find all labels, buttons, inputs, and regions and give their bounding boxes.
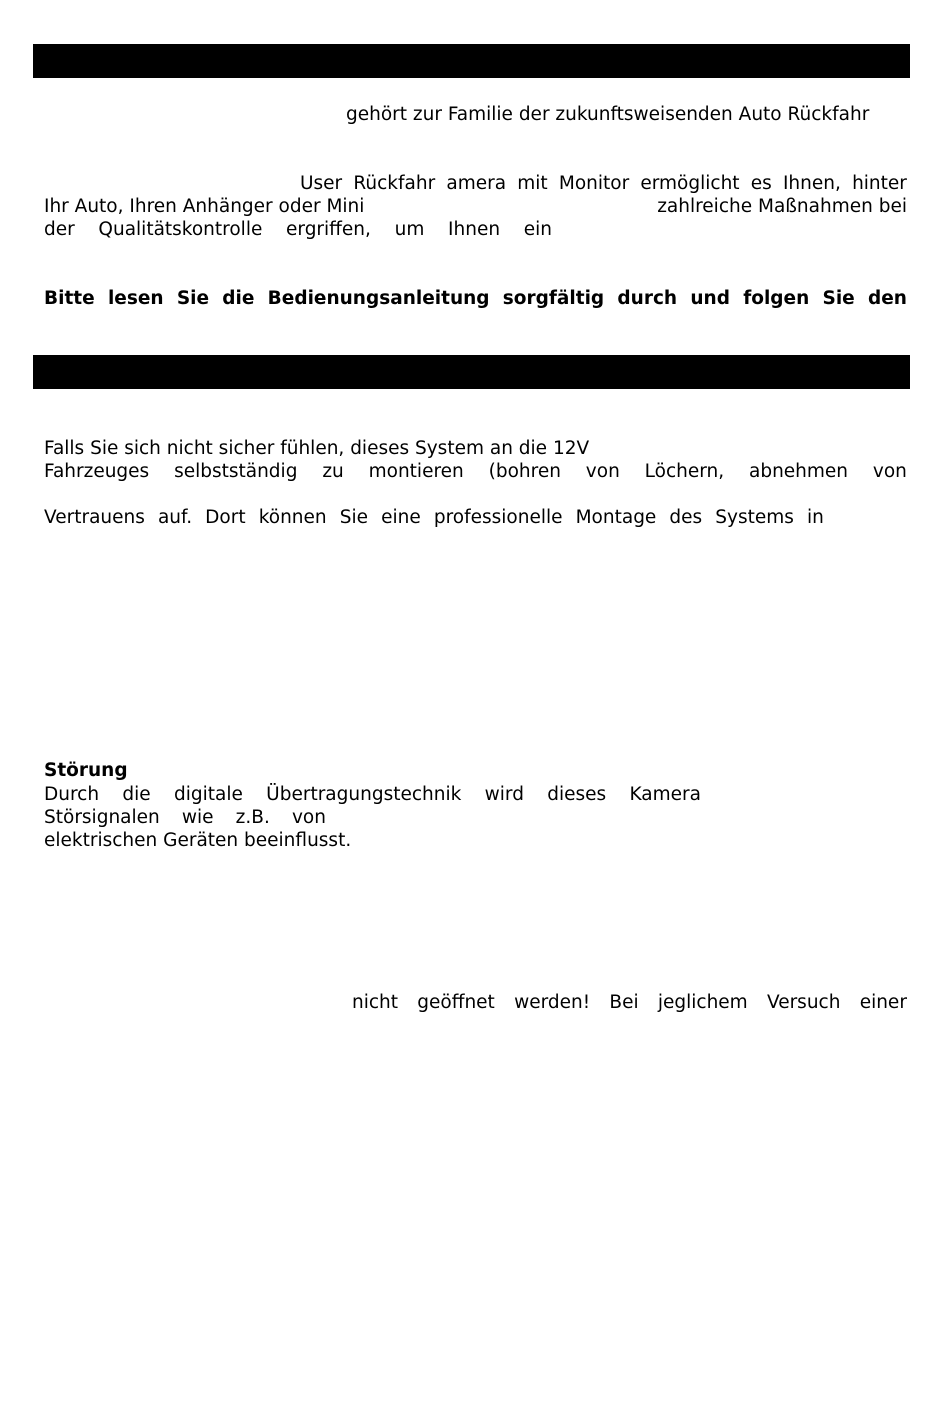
word: ein bbox=[523, 219, 552, 240]
word: um bbox=[394, 219, 425, 240]
paragraph-2-line-3 bbox=[44, 218, 552, 241]
word: zu bbox=[322, 461, 344, 482]
word: wird bbox=[484, 784, 524, 805]
bold-instruction-line bbox=[44, 287, 907, 310]
word: Dort bbox=[205, 507, 246, 528]
section-header-bar-1 bbox=[33, 44, 910, 78]
word: Sie bbox=[822, 288, 855, 309]
word: auf. bbox=[157, 507, 193, 528]
word: Übertragungstechnik bbox=[266, 784, 462, 805]
word: den bbox=[867, 288, 907, 309]
word: amera bbox=[446, 173, 507, 194]
word: der bbox=[44, 219, 75, 240]
word: es bbox=[750, 173, 772, 194]
paragraph-2-line-2-left: Ihr Auto, Ihren Anhänger oder Mini bbox=[44, 196, 365, 217]
stoerung-line-3: elektrischen Geräten beeinflusst. bbox=[44, 830, 352, 851]
install-line-1: Falls Sie sich nicht sicher fühlen, dieses System an die 12V bbox=[44, 438, 590, 459]
word: Bei bbox=[609, 992, 639, 1013]
word: Systems bbox=[715, 507, 794, 528]
word: digitale bbox=[173, 784, 243, 805]
word: von bbox=[872, 461, 907, 482]
stoerung-line-1 bbox=[44, 783, 701, 806]
word: Qualitätskontrolle bbox=[98, 219, 263, 240]
word: Löchern, bbox=[644, 461, 725, 482]
word: von bbox=[585, 461, 620, 482]
intro-line: gehört zur Familie der zukunftsweisenden Auto Rückfahr bbox=[346, 104, 870, 125]
word: Sie bbox=[339, 507, 368, 528]
word: die bbox=[122, 784, 151, 805]
word: durch bbox=[617, 288, 678, 309]
word: in bbox=[807, 507, 824, 528]
word: professionelle bbox=[433, 507, 563, 528]
word: können bbox=[258, 507, 327, 528]
word: des bbox=[669, 507, 703, 528]
word: Rückfahr bbox=[353, 173, 436, 194]
word: Montage bbox=[575, 507, 657, 528]
word: Fahrzeuges bbox=[44, 461, 150, 482]
stoerung-line-2 bbox=[44, 806, 326, 829]
install-line-3 bbox=[44, 506, 824, 529]
word: sorgfältig bbox=[502, 288, 605, 309]
warning-line bbox=[352, 991, 907, 1014]
word: Versuch bbox=[766, 992, 841, 1013]
word: Sie bbox=[176, 288, 210, 309]
word: nicht bbox=[352, 992, 399, 1013]
word: und bbox=[690, 288, 730, 309]
section-header-bar-2 bbox=[33, 355, 910, 389]
word: geöffnet bbox=[417, 992, 495, 1013]
word: Durch bbox=[44, 784, 100, 805]
word: lesen bbox=[107, 288, 164, 309]
word: z.B. bbox=[235, 807, 270, 828]
word: ergriffen, bbox=[286, 219, 371, 240]
word: montieren bbox=[368, 461, 464, 482]
word: folgen bbox=[743, 288, 810, 309]
paragraph-2-line-2-right: zahlreiche Maßnahmen bei bbox=[657, 196, 907, 217]
word: einer bbox=[859, 992, 907, 1013]
word: Monitor bbox=[558, 173, 630, 194]
word: von bbox=[291, 807, 326, 828]
word: werden! bbox=[514, 992, 591, 1013]
word: Vertrauens bbox=[44, 507, 145, 528]
word: abnehmen bbox=[748, 461, 849, 482]
stoerung-heading: Störung bbox=[44, 760, 128, 781]
word: Störsignalen bbox=[44, 807, 160, 828]
word: Bedienungsanleitung bbox=[267, 288, 490, 309]
word: Ihnen, bbox=[782, 173, 841, 194]
word: mit bbox=[517, 173, 548, 194]
word: hinter bbox=[852, 173, 907, 194]
word: Bitte bbox=[44, 288, 95, 309]
install-line-2 bbox=[44, 460, 907, 483]
paragraph-2-line-1 bbox=[300, 172, 907, 195]
word: eine bbox=[381, 507, 421, 528]
word: jeglichem bbox=[657, 992, 748, 1013]
word: die bbox=[222, 288, 255, 309]
word: ermöglicht bbox=[640, 173, 740, 194]
word: (bohren bbox=[488, 461, 561, 482]
word: selbstständig bbox=[174, 461, 298, 482]
word: Ihnen bbox=[448, 219, 501, 240]
word: User bbox=[300, 173, 343, 194]
word: Kamera bbox=[629, 784, 701, 805]
word: wie bbox=[181, 807, 214, 828]
word: dieses bbox=[547, 784, 607, 805]
